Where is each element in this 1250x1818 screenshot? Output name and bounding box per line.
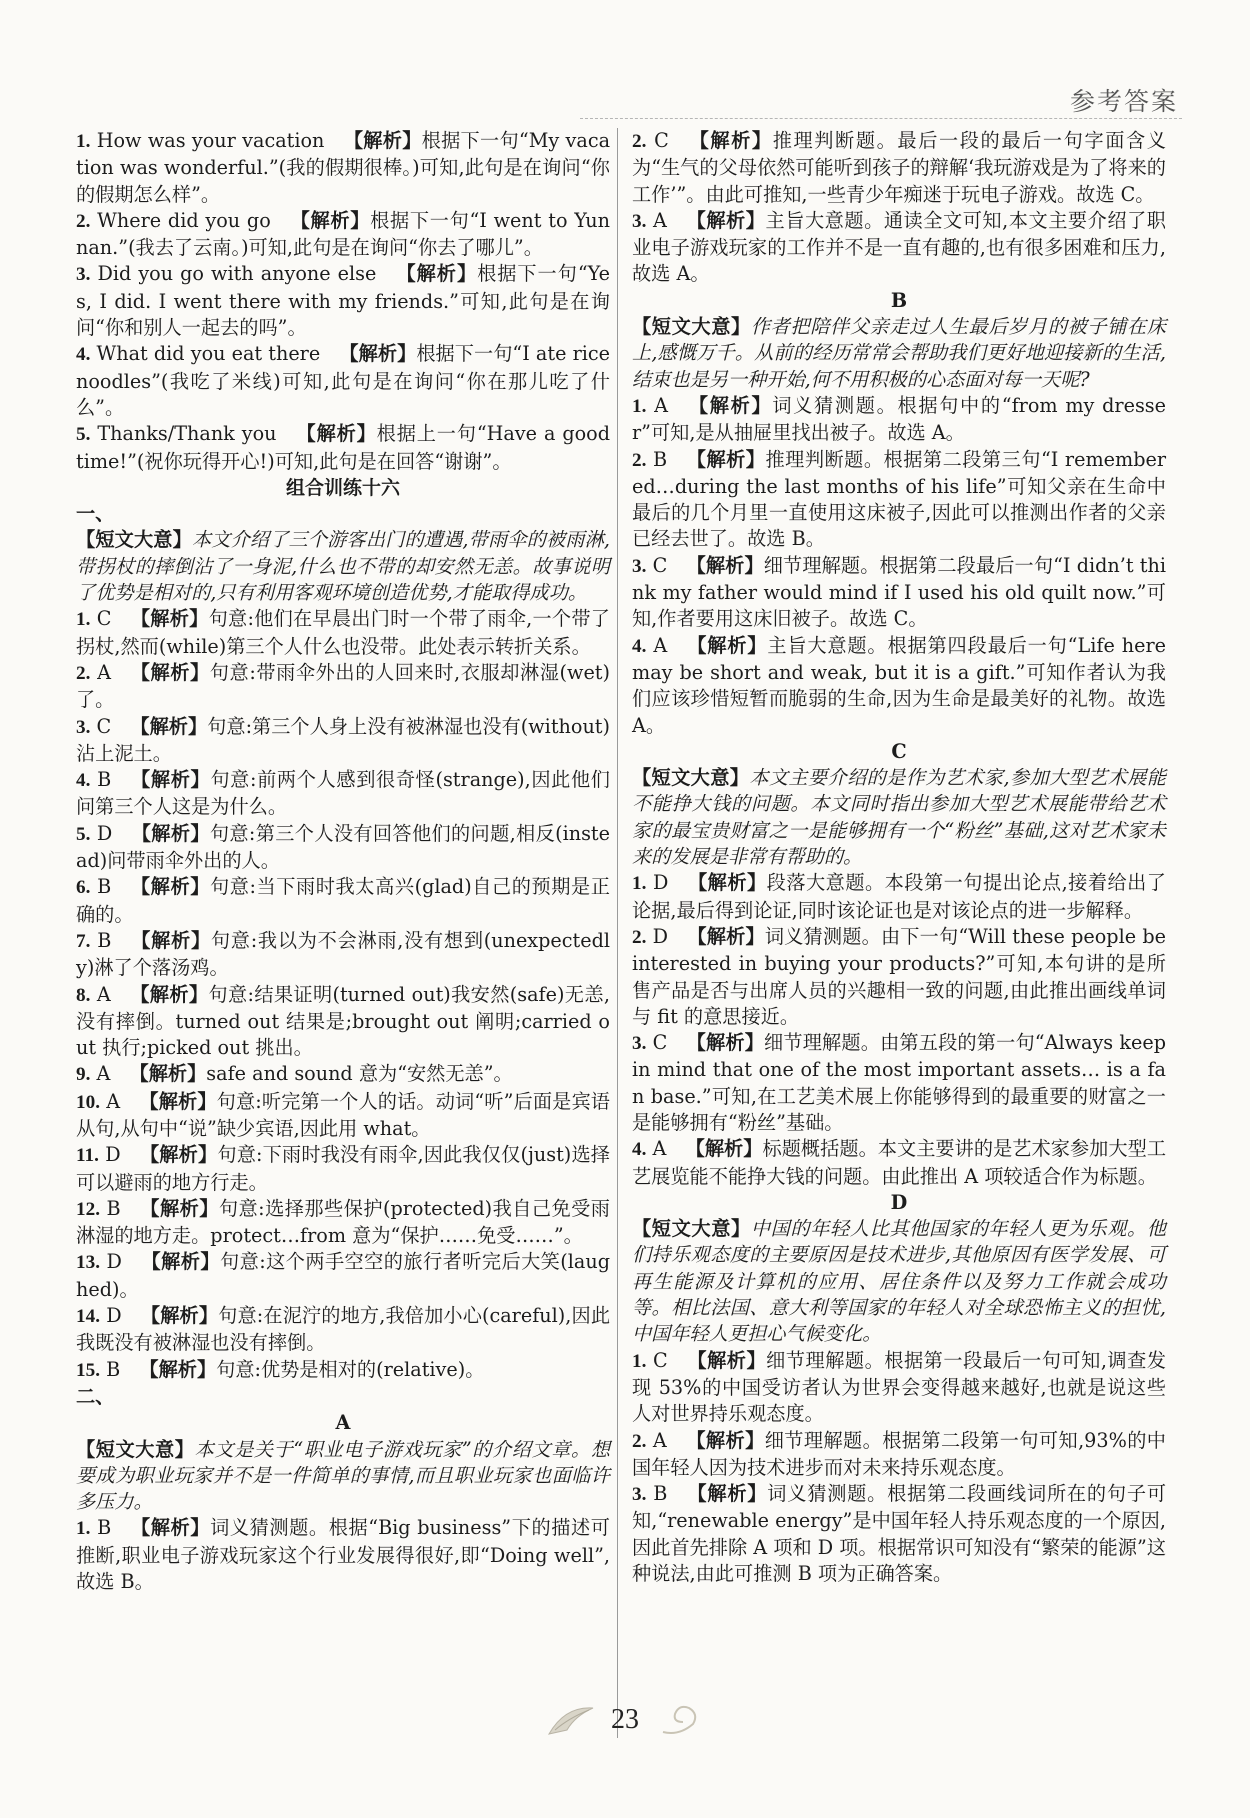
answer-choice: D bbox=[96, 821, 113, 845]
analysis-tag: 【解析】 bbox=[130, 714, 208, 738]
answer-number: 15. bbox=[76, 1359, 100, 1381]
answer-choice: B bbox=[106, 1196, 121, 1220]
answer-choice: C bbox=[96, 714, 112, 738]
answer-item bbox=[76, 767, 610, 821]
analysis-text: safe and sound 意为“安然无恙”。 bbox=[206, 1062, 513, 1086]
answer-number: 4. bbox=[76, 344, 91, 366]
answer-number: 3. bbox=[76, 716, 91, 738]
analysis-tag: 【解析】 bbox=[686, 447, 766, 471]
answer-item bbox=[76, 261, 610, 341]
answer-number: 4. bbox=[76, 770, 91, 792]
answer-choice: A bbox=[652, 1137, 667, 1161]
answer-choice: A bbox=[654, 393, 669, 417]
answer-number: 5. bbox=[76, 823, 91, 845]
analysis-text: 细节理解题。根据第二段第一句可知,93%的中国年轻人因为技术进步而对未来持乐观态度。 bbox=[632, 1428, 1166, 1479]
answer-choice: Where did you go bbox=[97, 208, 271, 232]
answer-number: 3. bbox=[632, 1033, 647, 1055]
passage-letter: C bbox=[891, 739, 907, 763]
answer-item bbox=[76, 1515, 610, 1595]
analysis-tag: 【解析】 bbox=[130, 660, 210, 684]
answer-choice: D bbox=[106, 1304, 122, 1328]
summary-tag: 【短文大意】 bbox=[76, 1437, 195, 1461]
answer-number: 3. bbox=[632, 555, 647, 577]
answer-item bbox=[76, 714, 610, 768]
answer-item bbox=[632, 553, 1166, 633]
analysis-tag: 【解析】 bbox=[686, 553, 764, 577]
analysis-tag: 【解析】 bbox=[687, 924, 765, 948]
analysis-text: 句意:结果证明(turned out)我安然(safe)无恙,没有摔倒。turned out 结果是;brought out 阐明;carried out 执行;picked out 挑出。 bbox=[76, 982, 610, 1060]
analysis-tag: 【解析】 bbox=[395, 262, 478, 286]
passage-letter: B bbox=[890, 288, 908, 312]
analysis-text: 主旨大意题。根据第四段最后一句“Life here may be short and weak, but it is a gift.”可知作者认为我们应该珍惜短暂而脆弱的生命,因为生命是最美好的礼物。故选 A。 bbox=[632, 633, 1166, 737]
analysis-text: 根据下一句“I ate rice noodles”(我吃了米线)可知,此句是在询问“你在那儿吃了什么”。 bbox=[76, 342, 610, 419]
page-number: 23 bbox=[611, 1704, 639, 1735]
answer-number: 1. bbox=[76, 131, 91, 152]
analysis-tag: 【解析】 bbox=[141, 1250, 220, 1274]
analysis-tag: 【解析】 bbox=[343, 129, 422, 152]
analysis-tag: 【解析】 bbox=[685, 1137, 763, 1161]
analysis-text: 词义猜测题。根据第二段画线词所在的句子可知,“renewable energy”是中国年轻人持乐观态度的一个原因,因此首先排除 A 项和 D 项。根据常识可知没有“繁荣的能源”这种说法,由此可推测 B 项为正确答案。 bbox=[632, 1482, 1167, 1586]
answer-number: 1. bbox=[76, 609, 91, 631]
answer-item bbox=[76, 1357, 610, 1384]
answer-number: 2. bbox=[632, 131, 647, 152]
analysis-text: 句意:在泥泞的地方,我倍加小心(careful),因此我既没有被淋湿也没有摔倒。 bbox=[76, 1304, 611, 1355]
summary-tag: 【短文大意】 bbox=[632, 315, 751, 339]
answer-choice: A bbox=[653, 208, 667, 232]
summary-text: 中国的年轻人比其他国家的年轻人更为乐观。他们持乐观态度的主要原因是技术进步,其他原因有医学发展、可再生能源及计算机的应用、居住条件以及努力工作就会成功等。相比法国、意大利等国家的年轻人对全球恐怖主义的担忧,中国年轻人更担心气候变化。 bbox=[632, 1217, 1167, 1346]
answer-item bbox=[632, 1481, 1166, 1587]
answer-number: 9. bbox=[76, 1064, 91, 1086]
analysis-tag: 【解析】 bbox=[129, 1062, 207, 1086]
answer-item bbox=[632, 870, 1166, 924]
analysis-tag: 【解析】 bbox=[289, 208, 371, 232]
answer-choice: C bbox=[652, 553, 668, 577]
answer-choice: B bbox=[97, 768, 112, 792]
analysis-tag: 【解析】 bbox=[130, 1516, 211, 1540]
summary-tag: 【短文大意】 bbox=[76, 528, 192, 552]
analysis-tag: 【解析】 bbox=[130, 928, 211, 952]
analysis-text: 段落大意题。本段第一句提出论点,接着给出了论据,最后得到论证,同时该论证也是对该论点的进一步解释。 bbox=[632, 871, 1166, 922]
answer-number: 2. bbox=[76, 210, 91, 232]
analysis-text: 推理判断题。根据第二段第三句“I remembered…during the last months of his life”可知父亲在生命中最后的几个月里一直使用这床被子,因此可以推测出作者的父亲已经去世了。故选 B。 bbox=[632, 447, 1166, 551]
left-column bbox=[76, 128, 610, 1595]
analysis-tag: 【解析】 bbox=[295, 422, 377, 446]
answer-item bbox=[76, 982, 610, 1062]
header-rule bbox=[580, 118, 1182, 119]
analysis-tag: 【解析】 bbox=[687, 393, 773, 417]
analysis-tag: 【解析】 bbox=[685, 1428, 765, 1452]
answer-choice: A bbox=[653, 633, 668, 657]
section-title: 组合训练十六 bbox=[285, 476, 400, 499]
answer-number: 2. bbox=[632, 449, 647, 471]
summary-paragraph bbox=[632, 314, 1166, 393]
analysis-tag: 【解析】 bbox=[686, 633, 768, 657]
analysis-tag: 【解析】 bbox=[687, 871, 767, 895]
analysis-tag: 【解析】 bbox=[686, 208, 766, 232]
analysis-text: 句意:他们在早晨出门时一个带了雨伞,一个带了拐杖,然而(while)第三个人什么也没带。此处表示转折关系。 bbox=[76, 607, 610, 658]
answer-choice: C bbox=[654, 129, 669, 152]
analysis-tag: 【解析】 bbox=[687, 129, 773, 152]
answer-choice: A bbox=[97, 660, 111, 684]
analysis-text: 根据下一句“My vacation was wonderful.”(我的假期很棒。)可知,此句是在询问“你的假期怎么样”。 bbox=[76, 129, 611, 206]
answer-number: 7. bbox=[76, 930, 91, 952]
page-footer bbox=[545, 1692, 705, 1748]
answer-number: 4. bbox=[632, 635, 647, 657]
answer-item bbox=[76, 1089, 610, 1143]
right-column bbox=[632, 128, 1166, 1587]
answer-choice: A bbox=[652, 1428, 667, 1452]
answer-number: 14. bbox=[76, 1306, 100, 1328]
summary-paragraph bbox=[632, 1216, 1166, 1347]
analysis-text: 句意:选择那些保护(protected)我自己免受雨淋湿的地方走。protect…from 意为“保护……免受……”。 bbox=[76, 1196, 610, 1248]
analysis-text: 句意:当下雨时我太高兴(glad)自己的预期是正确的。 bbox=[76, 875, 610, 926]
analysis-tag: 【解析】 bbox=[139, 1143, 218, 1167]
analysis-text: 细节理解题。根据第一段最后一句可知,调查发现 53%的中国受访者认为世界会变得越来越好,也就是说这些人对世界持乐观态度。 bbox=[632, 1348, 1167, 1426]
summary-paragraph bbox=[76, 1437, 610, 1516]
answer-item bbox=[632, 393, 1166, 447]
answer-choice: B bbox=[106, 1357, 121, 1381]
analysis-tag: 【解析】 bbox=[140, 1304, 219, 1328]
answer-number: 1. bbox=[632, 395, 647, 417]
answer-number: 6. bbox=[76, 877, 91, 899]
summary-paragraph bbox=[632, 765, 1166, 870]
analysis-text: 标题概括题。本文主要讲的是艺术家参加大型工艺展览能不能挣大钱的问题。由此推出 A 项较适合作为标题。 bbox=[632, 1137, 1167, 1188]
answer-item bbox=[632, 633, 1166, 739]
answer-item bbox=[76, 128, 610, 208]
answer-item bbox=[76, 1142, 610, 1196]
analysis-tag: 【解析】 bbox=[130, 875, 210, 899]
answer-number: 3. bbox=[76, 264, 91, 286]
answer-choice: B bbox=[652, 447, 668, 471]
section-mark: 二、 bbox=[76, 1384, 115, 1408]
summary-paragraph bbox=[76, 527, 610, 606]
analysis-tag: 【解析】 bbox=[139, 1089, 217, 1113]
answer-choice: C bbox=[96, 607, 112, 631]
summary-text: 本文介绍了三个游客出门的遭遇,带雨伞的被雨淋,带拐杖的摔倒沾了一身泥,什么也不带的却安然无恙。故事说明了优势是相对的,只有利用客观环境创造优势,才能取得成功。 bbox=[76, 528, 611, 605]
page-header-title: 参考答案 bbox=[1069, 87, 1178, 116]
answer-number: 3. bbox=[632, 1484, 647, 1506]
analysis-text: 细节理解题。根据第二段最后一句“I didn’t think my father would mind if I used his old quilt now.”可知,作者要用这床旧被子。故选 C。 bbox=[632, 553, 1166, 631]
analysis-tag: 【解析】 bbox=[139, 1357, 217, 1381]
analysis-tag: 【解析】 bbox=[686, 1482, 768, 1506]
summary-text: 作者把陪伴父亲走过人生最后岁月的被子铺在床上,感慨万千。从前的经历常常会帮助我们更好地迎接新的生活,结束也是另一种开始,何不用积极的心态面对每一天呢? bbox=[632, 315, 1167, 391]
passage-letter: D bbox=[890, 1190, 908, 1214]
analysis-tag: 【解析】 bbox=[130, 768, 211, 792]
analysis-tag: 【解析】 bbox=[131, 821, 210, 845]
summary-text: 本文是关于“职业电子游戏玩家”的介绍文章。想要成为职业玩家并不是一件简单的事情,而且职业玩家也面临许多压力。 bbox=[76, 1437, 611, 1514]
answer-number: 11. bbox=[76, 1145, 99, 1167]
answer-number: 2. bbox=[76, 662, 91, 684]
answer-choice: D bbox=[652, 871, 669, 895]
analysis-text: 句意:第三个人身上没有被淋湿也没有(without)沾上泥土。 bbox=[76, 714, 610, 765]
analysis-tag: 【解析】 bbox=[130, 607, 209, 631]
passage-letter: A bbox=[335, 1411, 351, 1435]
answer-item bbox=[76, 821, 610, 875]
answer-number: 3. bbox=[632, 210, 647, 232]
answer-item bbox=[76, 208, 610, 262]
answer-choice: B bbox=[653, 1482, 668, 1506]
answer-number: 2. bbox=[632, 1430, 647, 1452]
analysis-text: 句意:这个两手空空的旅行者听完后大笑(laughed)。 bbox=[76, 1250, 611, 1301]
answer-item bbox=[632, 128, 1166, 208]
answer-choice: Thanks/Thank you bbox=[97, 422, 277, 446]
answer-item bbox=[632, 447, 1166, 553]
analysis-text: 细节理解题。由第五段的第一句“Always keep in mind that one of the most important assets… is a fan base.”可知,在工艺美术展上你能够得到的最重要的财富之一是能够拥有“粉丝”基础。 bbox=[632, 1031, 1167, 1134]
answer-number: 1. bbox=[76, 1518, 91, 1540]
analysis-text: 词义猜测题。由下一句“Will these people be interested in buying your products?”可知,本句讲的是所售产品是否与出席人员的兴趣相一致的问题,由此推出画线单词与 fit 的意思接近。 bbox=[632, 924, 1166, 1028]
answer-choice: How was your vacation bbox=[96, 129, 325, 152]
answer-number: 10. bbox=[76, 1091, 100, 1113]
answer-choice: A bbox=[106, 1089, 121, 1113]
answer-choice: D bbox=[106, 1250, 122, 1274]
answer-item bbox=[76, 606, 610, 660]
answer-item bbox=[632, 1030, 1166, 1136]
summary-tag: 【短文大意】 bbox=[632, 766, 750, 790]
answer-item bbox=[76, 928, 610, 982]
answer-item bbox=[632, 1136, 1166, 1190]
answer-item bbox=[76, 1249, 610, 1303]
answer-choice: A bbox=[96, 982, 111, 1006]
analysis-text: 根据上一句“Have a good time!”(祝你玩得开心!)可知,此句是在回答“谢谢”。 bbox=[76, 422, 610, 473]
answer-number: 1. bbox=[632, 873, 647, 895]
analysis-text: 句意:下雨时我没有雨伞,因此我仅仅(just)选择可以避雨的地方行走。 bbox=[76, 1143, 610, 1194]
analysis-tag: 【解析】 bbox=[129, 982, 209, 1006]
summary-tag: 【短文大意】 bbox=[632, 1217, 751, 1241]
answer-item bbox=[76, 874, 610, 928]
answer-number: 1. bbox=[632, 1350, 647, 1372]
answer-number: 8. bbox=[76, 984, 91, 1006]
answer-choice: B bbox=[97, 928, 112, 952]
analysis-tag: 【解析】 bbox=[686, 1031, 765, 1055]
answer-number: 12. bbox=[76, 1198, 100, 1220]
answer-choice: C bbox=[653, 1348, 668, 1372]
answer-item bbox=[76, 1303, 610, 1357]
analysis-text: 句意:第三个人没有回答他们的问题,相反(instead)问带雨伞外出的人。 bbox=[76, 821, 610, 873]
analysis-text: 句意:听完第一个人的话。动词“听”后面是宾语从句,从句中“说”缺少宾语,因此用 what。 bbox=[76, 1089, 610, 1140]
answer-item bbox=[632, 208, 1166, 288]
swirl-decoration-icon bbox=[659, 1702, 699, 1738]
analysis-tag: 【解析】 bbox=[339, 342, 417, 366]
answer-item bbox=[632, 1348, 1166, 1428]
analysis-tag: 【解析】 bbox=[686, 1348, 767, 1372]
section-mark: 一、 bbox=[76, 502, 115, 526]
answer-choice: A bbox=[96, 1062, 111, 1086]
answer-choice: Did you go with anyone else bbox=[97, 262, 377, 286]
summary-text: 本文主要介绍的是作为艺术家,参加大型艺术展能不能挣大钱的问题。本文同时指出参加大型艺术展能带给艺术家的最宝贵财富之一是能够拥有一个“粉丝”基础,这对艺术家未来的发展是非常有帮助的。 bbox=[632, 766, 1166, 869]
analysis-text: 词义猜测题。根据句中的“from my dresser”可知,是从抽屉里找出被子。故选 A。 bbox=[632, 393, 1167, 445]
answer-item bbox=[76, 341, 610, 421]
answer-choice: B bbox=[97, 875, 112, 899]
answer-choice: What did you eat there bbox=[96, 342, 321, 366]
answer-item bbox=[76, 1196, 610, 1250]
answer-item bbox=[632, 924, 1166, 1030]
answer-item bbox=[76, 660, 610, 714]
answer-number: 2. bbox=[632, 926, 647, 948]
answer-item bbox=[76, 421, 610, 475]
analysis-text: 主旨大意题。通读全文可知,本文主要介绍了职业电子游戏玩家的工作并不是一直有趣的,也有很多困难和压力,故选 A。 bbox=[632, 208, 1166, 286]
answer-item bbox=[76, 1061, 610, 1088]
answer-number: 13. bbox=[76, 1252, 100, 1274]
analysis-text: 根据下一句“I went to Yunnan.”(我去了云南。)可知,此句是在询问“你去了哪儿”。 bbox=[76, 208, 610, 260]
analysis-text: 推理判断题。最后一段的最后一句字面含义为“生气的父母依然可能听到孩子的辩解‘我玩游戏是为了将来的工作’”。由此可推知,一些青少年痴迷于玩电子游戏。故选 C。 bbox=[632, 129, 1166, 206]
answer-number: 4. bbox=[632, 1139, 647, 1161]
answer-choice: B bbox=[97, 1516, 112, 1540]
analysis-text: 句意:我以为不会淋雨,没有想到(unexpectedly)淋了个落汤鸡。 bbox=[76, 928, 610, 980]
analysis-text: 句意:带雨伞外出的人回来时,衣服却淋湿(wet)了。 bbox=[76, 660, 611, 712]
answer-choice: D bbox=[105, 1143, 121, 1167]
analysis-text: 词义猜测题。根据“Big business”下的描述可推断,职业电子游戏玩家这个行业发展得很好,即“Doing well”,故选 B。 bbox=[76, 1516, 610, 1594]
answer-number: 5. bbox=[76, 424, 91, 446]
answer-item bbox=[632, 1428, 1166, 1482]
analysis-text: 根据下一句“Yes, I did. I went there with my friends.”可知,此句是在询问“你和别人一起去的吗”。 bbox=[76, 262, 610, 340]
analysis-tag: 【解析】 bbox=[139, 1196, 219, 1220]
column-divider bbox=[617, 128, 618, 1738]
analysis-text: 句意:前两个人感到很奇怪(strange),因此他们问第三个人这是为什么。 bbox=[76, 768, 610, 819]
answer-choice: C bbox=[652, 1031, 668, 1055]
analysis-text: 句意:优势是相对的(relative)。 bbox=[216, 1357, 485, 1381]
answer-choice: D bbox=[652, 924, 669, 948]
